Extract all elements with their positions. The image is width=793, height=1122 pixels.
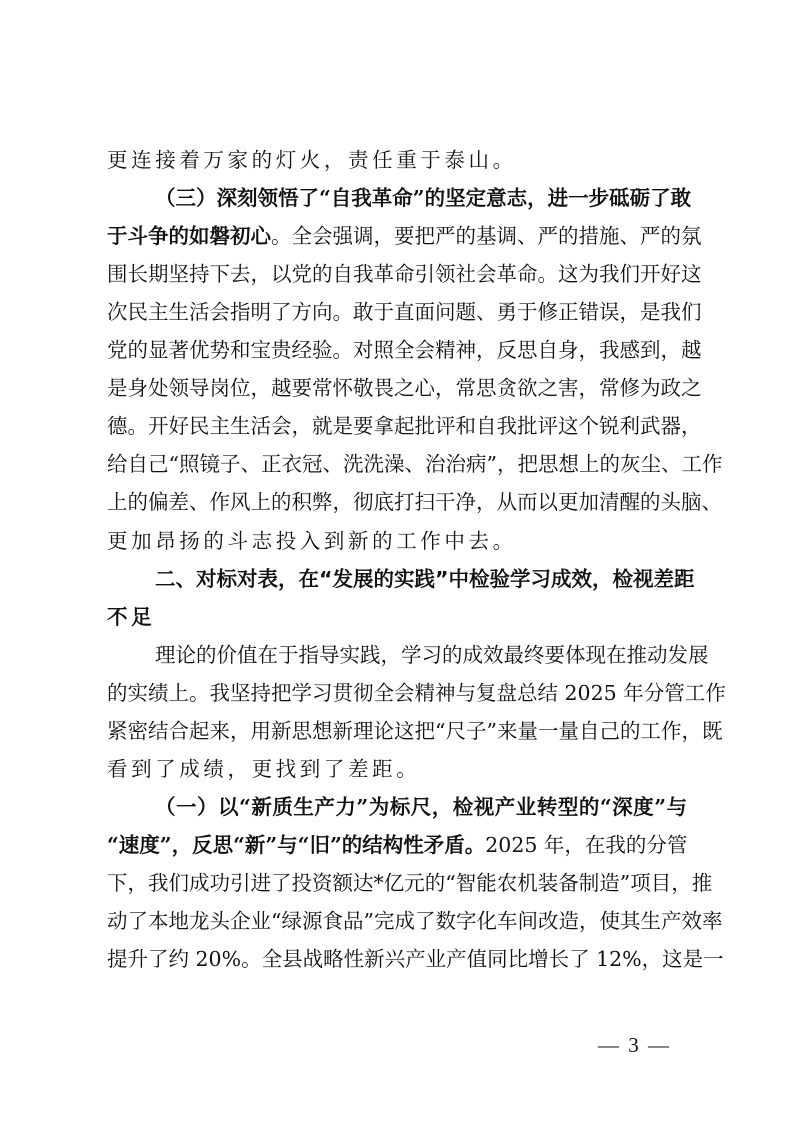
text-line [107,946,724,972]
bold-text: （一）以“新质生产力”为标尺，检视产业转型的“深度”与 [155,794,687,819]
text-line [107,299,702,325]
text-line [107,908,723,934]
body-text: 提升了约 20%。全县战略性新兴产业产值同比增长了 12%，这是一 [107,947,724,972]
text-line [107,832,687,858]
text-line [155,794,687,820]
text-line [107,680,726,706]
body-text: 理论的价值在于指导实践，学习的成效最终要体现在推动发展 [155,642,709,667]
text-line [107,870,713,896]
section-heading-text: 二、对标对表，在“发展的实践”中检验学习成效，检视差距 [155,566,695,591]
text-line [155,185,692,211]
page-number: — 3 — [598,1033,671,1057]
body-text: 下，我们成功引进了投资额达*亿元的“智能农机装备制造”项目，推 [107,870,713,895]
text-line [107,375,702,401]
text-line [107,337,702,363]
text-line [107,756,687,782]
text-line [107,451,723,477]
body-text: 紧密结合起来，用新思想新理论这把“尺子”来量一量自己的工作，既 [107,718,723,743]
text-line [155,566,695,592]
body-text: 是身处领导岗位，越要常怀敬畏之心，常思贪欲之害，常修为政之 [107,376,702,401]
text-line [107,223,702,249]
text-line [107,718,723,744]
body-text: 2025 年，在我的分管 [485,832,688,857]
body-text: 次民主生活会指明了方向。敢于直面问题、勇于修正错误，是我们 [107,300,702,325]
text-line [107,489,722,515]
text-line [107,528,687,554]
bold-text: “速度”，反思“新”与“旧”的结构性矛盾。 [107,832,486,857]
section-heading-text: 不足 [107,604,156,629]
text-line [107,147,687,173]
text-line [155,642,709,668]
body-text: 动了本地龙头企业“绿源食品”完成了数字化车间改造，使其生产效率 [107,909,723,933]
bold-text: （三）深刻领悟了“自我革命”的坚定意志，进一步砥砺了敢 [155,186,692,211]
body-text: 看到了成绩，更找到了差距。 [107,756,421,781]
text-line [107,604,687,630]
bold-text: 于斗争的如磐初心 [107,224,271,249]
body-text: 德。开好民主生活会，就是要拿起批评和自我批评这个锐利武器， [107,414,702,439]
text-line [107,261,702,287]
body-text: 党的显著优势和宝贵经验。对照全会精神，反思自身，我感到，越 [107,338,702,363]
body-text: 上的偏差、作风上的积弊，彻底打扫干净，从而以更加清醒的头脑、 [107,490,722,515]
body-text: 更加昂扬的斗志投入到新的工作中去。 [107,528,517,553]
body-text: 的实绩上。我坚持把学习贯彻全会精神与复盘总结 2025 年分管工作 [107,680,726,705]
body-text: 。全会强调，要把严的基调、严的措施、严的氛 [271,224,702,249]
body-text: 给自己“照镜子、正衣冠、洗洗澡、治治病”，把思想上的灰尘、工作 [107,452,723,477]
body-text: 围长期坚持下去，以党的自我革命引领社会革命。这为我们开好这 [107,262,702,287]
text-line [107,413,702,439]
body-text: 更连接着万家的灯火，责任重于泰山。 [107,148,517,172]
